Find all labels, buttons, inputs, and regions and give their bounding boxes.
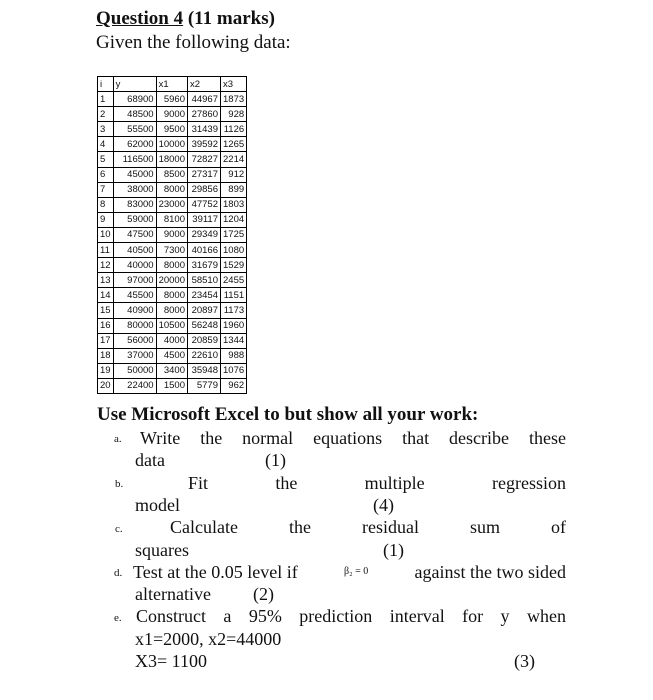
cell-y: 116500 xyxy=(113,152,156,167)
cell-x2: 29349 xyxy=(188,227,221,242)
cell-x1: 4500 xyxy=(156,348,187,363)
cell-i: 10 xyxy=(98,227,114,242)
cell-x3: 988 xyxy=(221,348,247,363)
cell-x1: 8000 xyxy=(156,303,187,318)
part-b-line2: model xyxy=(135,495,180,515)
cell-i: 12 xyxy=(98,258,114,273)
cell-x3: 1960 xyxy=(221,318,247,333)
cell-x3: 962 xyxy=(221,378,247,393)
cell-y: 47500 xyxy=(113,227,156,242)
header-y: y xyxy=(113,77,156,92)
cell-x2: 20897 xyxy=(188,303,221,318)
cell-x1: 10000 xyxy=(156,137,187,152)
question-title xyxy=(96,8,275,30)
table-row xyxy=(98,363,247,378)
part-e-line2: x1=2000, x2=44000 xyxy=(135,629,282,649)
cell-x2: 22610 xyxy=(188,348,221,363)
cell-x2: 31439 xyxy=(188,122,221,137)
cell-x2: 39117 xyxy=(188,212,221,227)
cell-x3: 1204 xyxy=(221,212,247,227)
part-a-letter: a. xyxy=(114,433,122,445)
table-row xyxy=(98,107,247,122)
cell-x2: 72827 xyxy=(188,152,221,167)
table-row xyxy=(98,333,247,348)
part-d-text-after: against the two sided xyxy=(414,562,566,582)
cell-x3: 1126 xyxy=(221,122,247,137)
cell-y: 45500 xyxy=(113,288,156,303)
cell-x1: 8000 xyxy=(156,288,187,303)
table-row xyxy=(98,167,247,182)
cell-x1: 8000 xyxy=(156,258,187,273)
instructions: Use Microsoft Excel to but show all your work: xyxy=(97,404,479,425)
table-row xyxy=(98,122,247,137)
part-c-word: residual xyxy=(361,517,419,537)
cell-x3: 1873 xyxy=(221,92,247,107)
cell-x2: 44967 xyxy=(188,92,221,107)
cell-y: 68900 xyxy=(113,92,156,107)
cell-y: 45000 xyxy=(113,167,156,182)
cell-x1: 10500 xyxy=(156,318,187,333)
cell-x3: 912 xyxy=(221,167,247,182)
cell-i: 2 xyxy=(98,107,114,122)
cell-x3: 1803 xyxy=(221,197,247,212)
cell-i: 14 xyxy=(98,288,114,303)
part-d-marks: (2) xyxy=(253,584,274,604)
cell-i: 17 xyxy=(98,333,114,348)
cell-x3: 928 xyxy=(221,107,247,122)
cell-x2: 20859 xyxy=(188,333,221,348)
header-x3: x3 xyxy=(221,77,247,92)
part-c-line2: squares xyxy=(135,540,189,560)
cell-x2: 23454 xyxy=(188,288,221,303)
cell-x2: 5779 xyxy=(188,378,221,393)
part-a-word: equations xyxy=(313,428,383,448)
part-b-line1 xyxy=(188,473,566,494)
header-x2: x2 xyxy=(188,77,221,92)
part-b-letter: b. xyxy=(115,478,124,490)
cell-y: 38000 xyxy=(113,182,156,197)
table-row xyxy=(98,227,247,242)
question-intro: Given the following data: xyxy=(96,32,291,53)
part-a-word: these xyxy=(528,428,566,448)
cell-x3: 1076 xyxy=(221,363,247,378)
table-row xyxy=(98,182,247,197)
part-e-line1: Construct a 95% prediction interval for y when xyxy=(136,606,566,626)
cell-y: 62000 xyxy=(113,137,156,152)
table-row xyxy=(98,92,247,107)
part-b-word: regression xyxy=(492,473,566,493)
part-b-word: multiple xyxy=(364,473,425,493)
cell-y: 59000 xyxy=(113,212,156,227)
cell-x1: 4000 xyxy=(156,333,187,348)
part-d-line2: alternative xyxy=(135,584,211,604)
cell-y: 80000 xyxy=(113,318,156,333)
part-c-word: sum xyxy=(469,517,500,537)
cell-y: 83000 xyxy=(113,197,156,212)
cell-x3: 1265 xyxy=(221,137,247,152)
part-b-word: Fit xyxy=(188,473,209,493)
part-a-word: Write xyxy=(140,428,181,448)
cell-x3: 2455 xyxy=(221,273,247,288)
part-e-marks: (3) xyxy=(514,651,535,671)
cell-x1: 9500 xyxy=(156,122,187,137)
cell-x3: 1344 xyxy=(221,333,247,348)
cell-x2: 31679 xyxy=(188,258,221,273)
part-c-word: of xyxy=(550,517,566,537)
cell-x1: 1500 xyxy=(156,378,187,393)
cell-i: 5 xyxy=(98,152,114,167)
cell-i: 13 xyxy=(98,273,114,288)
cell-i: 9 xyxy=(98,212,114,227)
cell-y: 37000 xyxy=(113,348,156,363)
part-c-word: the xyxy=(288,517,311,537)
table-row xyxy=(98,318,247,333)
cell-x3: 1151 xyxy=(221,288,247,303)
part-c-word: Calculate xyxy=(170,517,238,537)
part-b-marks: (4) xyxy=(373,495,394,515)
cell-x2: 40166 xyxy=(188,243,221,258)
cell-x2: 47752 xyxy=(188,197,221,212)
cell-y: 40000 xyxy=(113,258,156,273)
cell-y: 55500 xyxy=(113,122,156,137)
cell-x1: 7300 xyxy=(156,243,187,258)
part-e-line3: X3= 1100 xyxy=(135,651,207,671)
cell-y: 22400 xyxy=(113,378,156,393)
table-header-row xyxy=(98,77,247,92)
cell-i: 4 xyxy=(98,137,114,152)
part-c-line1 xyxy=(170,517,566,538)
table-row xyxy=(98,152,247,167)
table-row xyxy=(98,273,247,288)
table-row xyxy=(98,303,247,318)
part-d-letter: d. xyxy=(114,567,123,579)
table-body xyxy=(98,92,247,394)
part-c-letter: c. xyxy=(115,523,123,535)
part-a-word: normal xyxy=(242,428,294,448)
cell-x1: 9000 xyxy=(156,107,187,122)
table-row xyxy=(98,348,247,363)
cell-i: 15 xyxy=(98,303,114,318)
cell-i: 11 xyxy=(98,243,114,258)
cell-x3: 2214 xyxy=(221,152,247,167)
cell-x1: 3400 xyxy=(156,363,187,378)
cell-x1: 8500 xyxy=(156,167,187,182)
cell-i: 6 xyxy=(98,167,114,182)
table-row xyxy=(98,258,247,273)
cell-x2: 27860 xyxy=(188,107,221,122)
cell-x2: 27317 xyxy=(188,167,221,182)
cell-y: 56000 xyxy=(113,333,156,348)
data-table xyxy=(97,76,247,394)
question-marks: (11 marks) xyxy=(187,8,275,29)
table-row xyxy=(98,378,247,393)
beta-equation: β₂ = 0 xyxy=(344,566,369,577)
part-a-line2: data xyxy=(135,450,165,470)
cell-i: 20 xyxy=(98,378,114,393)
part-c-marks: (1) xyxy=(383,540,404,560)
table-row xyxy=(98,137,247,152)
cell-x3: 1529 xyxy=(221,258,247,273)
cell-i: 19 xyxy=(98,363,114,378)
cell-i: 8 xyxy=(98,197,114,212)
part-a-word: describe xyxy=(449,428,509,448)
cell-x3: 1725 xyxy=(221,227,247,242)
cell-y: 48500 xyxy=(113,107,156,122)
part-a-word: that xyxy=(402,428,430,448)
cell-i: 7 xyxy=(98,182,114,197)
table-row xyxy=(98,243,247,258)
cell-i: 16 xyxy=(98,318,114,333)
cell-i: 3 xyxy=(98,122,114,137)
table-row xyxy=(98,288,247,303)
header-x1: x1 xyxy=(156,77,187,92)
cell-x3: 1080 xyxy=(221,243,247,258)
question-number: Question 4 xyxy=(96,8,184,29)
cell-i: 1 xyxy=(98,92,114,107)
cell-x2: 29856 xyxy=(188,182,221,197)
table-row xyxy=(98,197,247,212)
cell-x2: 56248 xyxy=(188,318,221,333)
header-i: i xyxy=(98,77,114,92)
cell-x1: 5960 xyxy=(156,92,187,107)
cell-x2: 39592 xyxy=(188,137,221,152)
cell-x3: 1173 xyxy=(221,303,247,318)
table-row xyxy=(98,212,247,227)
cell-y: 50000 xyxy=(113,363,156,378)
part-a-line1 xyxy=(140,428,566,449)
cell-i: 18 xyxy=(98,348,114,363)
cell-y: 97000 xyxy=(113,273,156,288)
part-d-text-before: Test at the 0.05 level if xyxy=(133,562,298,582)
cell-x1: 8100 xyxy=(156,212,187,227)
part-d-line1 xyxy=(133,562,566,583)
cell-y: 40900 xyxy=(113,303,156,318)
cell-x3: 899 xyxy=(221,182,247,197)
cell-x1: 9000 xyxy=(156,227,187,242)
part-e-letter: e. xyxy=(114,612,122,624)
cell-x1: 8000 xyxy=(156,182,187,197)
part-a-marks: (1) xyxy=(265,450,286,470)
cell-x1: 20000 xyxy=(156,273,187,288)
cell-y: 40500 xyxy=(113,243,156,258)
part-b-word: the xyxy=(275,473,298,493)
cell-x2: 35948 xyxy=(188,363,221,378)
cell-x1: 23000 xyxy=(156,197,187,212)
part-a-word: the xyxy=(200,428,223,448)
cell-x2: 58510 xyxy=(188,273,221,288)
cell-x1: 18000 xyxy=(156,152,187,167)
